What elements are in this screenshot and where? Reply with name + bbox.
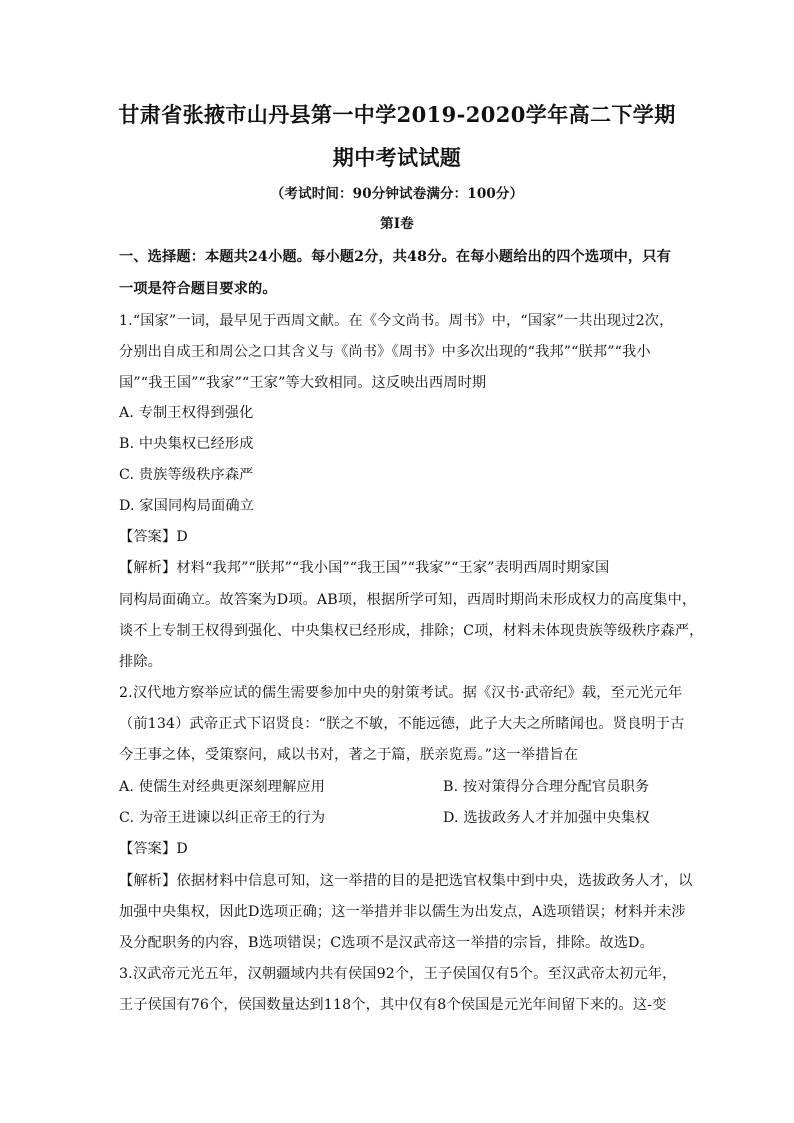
q2-analysis-line2: 加强中央集权，因此D选项正确；这一举措并非以儒生为出发点，A选项错误；材料并未涉 [119,904,686,920]
exam-info: （考试时间：90分钟试卷满分：100分） [270,186,524,202]
q2-stem-line2: （前134）武帝正式下诏贤良：“朕之不敏，不能远德，此子大夫之所睹闻也。贤良明于古 [119,716,685,732]
q3-stem-line1: 3.汉武帝元光五年，汉朝疆域内共有侯国92个，王子侯国仅有5个。至汉武帝太初元年， [119,966,677,982]
q1-option-a: A. 专制王权得到强化 [119,405,254,421]
q1-analysis-line1: 【解析】材料“我邦”“朕邦”“我小国”“我王国”“我家”“王家”表明西周时期家国 [119,560,610,576]
section-instructions-line2: 一项是符合题目要求的。 [119,281,277,297]
q2-option-row-1 [119,777,679,797]
q1-option-b: B. 中央集权已经形成 [119,436,254,452]
q3-stem-line2: 王子侯国有76个，侯国数量达到118个，其中仅有8个侯国是元光年间留下来的。这-变 [119,997,667,1013]
q2-option-a: A. 使儒生对经典更深刻理解应用 [119,779,326,795]
volume-heading: 第Ⅰ卷 [380,216,414,232]
q1-stem-line3: 国”“我王国”“我家”“王家”等大致相同。这反映出西周时期 [119,375,487,391]
q1-answer: 【答案】D [119,529,188,545]
q1-analysis-line2: 同构局面确立。故答案为D项。AB项，根据所学可知，西周时期尚未形成权力的高度集中， [119,592,697,608]
q2-option-row-2 [119,808,679,828]
q2-stem-line3: 今王事之体，受策察问，咸以书对，著之于篇，朕亲览焉。”这一举措旨在 [119,747,579,763]
document-title-line2: 期中考试试题 [332,145,462,170]
q2-analysis-line1: 【解析】依据材料中信息可知，这一举措的目的是把选官权集中到中央，选拔政务人才，以 [119,873,693,889]
q1-option-d: D. 家国同构局面确立 [119,498,255,514]
q2-option-c: C. 为帝王进谏以纠正帝王的行为 [119,810,326,826]
q2-answer: 【答案】D [119,841,188,857]
q1-option-c: C. 贵族等级秩序森严 [119,467,254,483]
q2-option-b: B. 按对策得分合理分配官员职务 [443,779,650,795]
q2-analysis-line3: 及分配职务的内容，B选项错误；C选项不是汉武帝这一举措的宗旨，排除。故选D。 [119,935,654,951]
q1-analysis-line4: 排除。 [119,654,163,670]
q1-stem-line2: 分别出自成王和周公之口其含义与《尚书》《周书》中多次出现的“我邦”“朕邦”“我小 [119,344,651,360]
document-title-line1: 甘肃省张掖市山丹县第一中学2019-2020学年高二下学期 [118,102,676,127]
q1-analysis-line3: 谈不上专制王权得到强化、中央集权已经形成，排除；C项，材料未体现贵族等级秩序森严， [119,623,704,639]
q1-stem-line1: 1.“国家”一词，最早见于西周文献。在《今文尚书。周书》中，“国家”一共出现过2次， [119,313,674,329]
q2-option-d: D. 选拔政务人才并加强中央集权 [443,810,650,826]
q2-stem-line1: 2.汉代地方察举应试的儒生需要参加中央的射策考试。据《汉书·武帝纪》载，至元光元年 [119,685,683,701]
section-instructions-line1: 一、选择题：本题共24小题。每小题2分，共48分。在每小题给出的四个选项中，只有 [119,249,671,265]
